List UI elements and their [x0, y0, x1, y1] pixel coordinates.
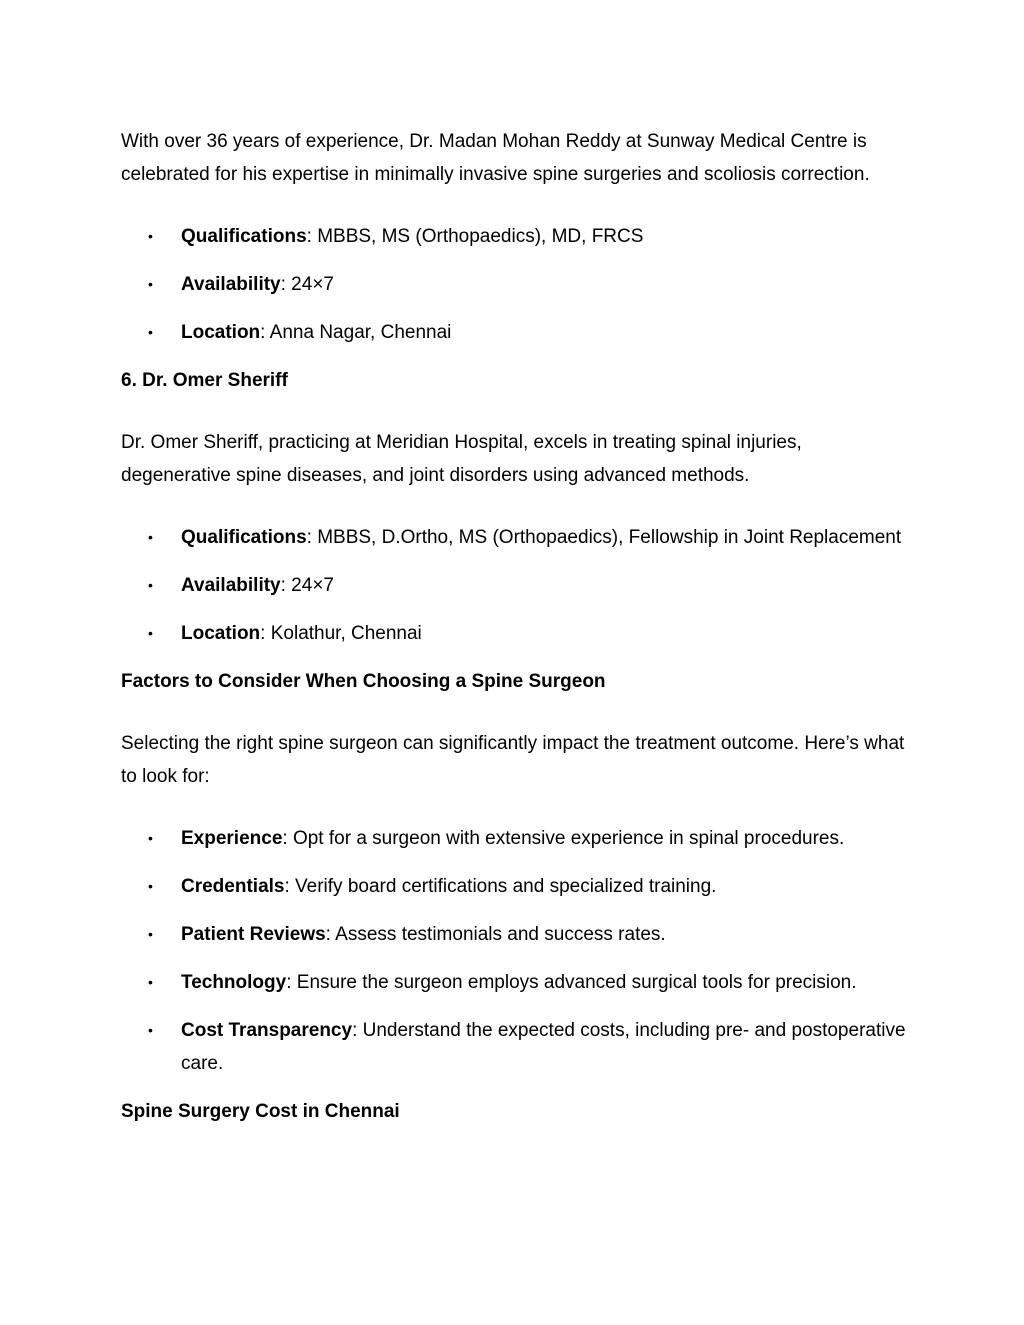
list-item	[121, 870, 911, 903]
list-item	[121, 966, 911, 999]
item-value: : 24×7	[280, 575, 334, 596]
bullet-icon: •	[148, 577, 153, 593]
list-item	[121, 521, 911, 554]
item-value: : MBBS, D.Ortho, MS (Orthopaedics), Fellowship in Joint Replacement	[306, 527, 902, 548]
bullet-icon: •	[148, 878, 153, 894]
list-item	[121, 822, 911, 855]
doctor6-details-list	[121, 521, 911, 650]
item-label: Credentials	[181, 876, 285, 897]
item-value: : Assess testimonials and success rates.	[325, 924, 666, 945]
factors-heading: Factors to Consider When Choosing a Spine Surgeon	[121, 671, 606, 692]
bullet-icon: •	[148, 228, 153, 244]
list-item	[121, 569, 911, 602]
bullet-icon: •	[148, 276, 153, 292]
item-value: : Ensure the surgeon employs advanced surgical tools for precision.	[286, 972, 857, 993]
item-label: Qualifications	[181, 527, 307, 548]
bullet-icon: •	[148, 625, 153, 641]
bullet-icon: •	[148, 926, 153, 942]
list-item	[121, 220, 911, 253]
bullet-icon: •	[148, 324, 153, 340]
item-label: Availability	[181, 575, 281, 596]
item-label: Location	[181, 623, 261, 644]
item-label: Qualifications	[181, 226, 307, 247]
document-page	[121, 125, 911, 1157]
item-label: Location	[181, 322, 261, 343]
doctor6-paragraph: Dr. Omer Sheriff, practicing at Meridian Hospital, excels in treating spinal injuries, degenerative spine diseases, and joint disorders using advanced methods.	[121, 432, 802, 486]
intro-paragraph: With over 36 years of experience, Dr. Madan Mohan Reddy at Sunway Medical Centre is celebrated for his expertise in minimally invasive spine surgeries and scoliosis correction.	[121, 131, 870, 185]
item-label: Experience	[181, 828, 283, 849]
item-value: : Verify board certifications and specialized training.	[284, 876, 717, 897]
doctor6-heading: 6. Dr. Omer Sheriff	[121, 370, 288, 391]
item-value: : Understand the expected costs, including pre- and postoperative care.	[181, 1020, 906, 1074]
list-item	[121, 918, 911, 951]
list-item	[121, 1014, 911, 1080]
item-value: : Anna Nagar, Chennai	[260, 322, 452, 343]
item-value: : MBBS, MS (Orthopaedics), MD, FRCS	[306, 226, 644, 247]
doctor5-details-list	[121, 220, 911, 349]
list-item	[121, 617, 911, 650]
item-label: Patient Reviews	[181, 924, 326, 945]
cost-heading: Spine Surgery Cost in Chennai	[121, 1101, 400, 1122]
item-value: : Opt for a surgeon with extensive experience in spinal procedures.	[282, 828, 845, 849]
item-label: Availability	[181, 274, 281, 295]
factors-paragraph: Selecting the right spine surgeon can significantly impact the treatment outcome. Here’s what to look for:	[121, 733, 905, 787]
list-item	[121, 268, 911, 301]
factors-list	[121, 822, 911, 1080]
bullet-icon: •	[148, 529, 153, 545]
bullet-icon: •	[148, 1022, 153, 1038]
item-value: : 24×7	[280, 274, 334, 295]
bullet-icon: •	[148, 830, 153, 846]
item-label: Cost Transparency	[181, 1020, 353, 1041]
bullet-icon: •	[148, 974, 153, 990]
item-label: Technology	[181, 972, 287, 993]
item-value: : Kolathur, Chennai	[260, 623, 422, 644]
list-item	[121, 316, 911, 349]
